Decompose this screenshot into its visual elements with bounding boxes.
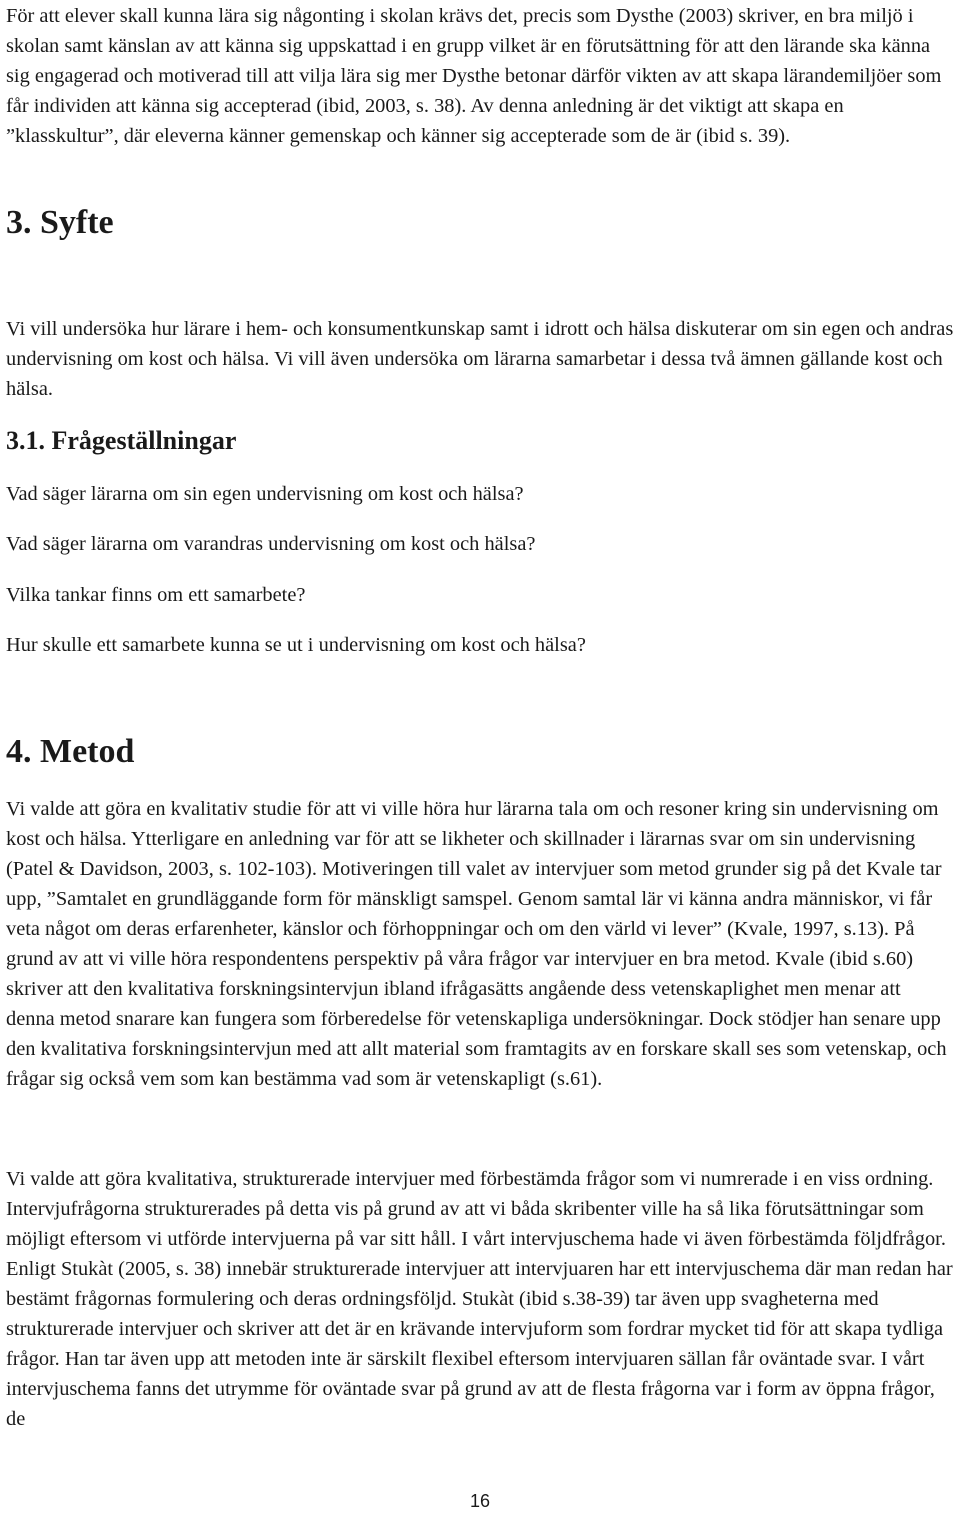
heading-syfte: 3. Syfte xyxy=(6,204,114,241)
syfte-paragraph: Vi vill undersöka hur lärare i hem- och konsumentkunskap samt i idrott och hälsa diskuterar om sin egen och andras undervisning om kost och hälsa. Vi vill även undersöka om lärarna samarbetar i dessa två ämnen gällande kost och hälsa. xyxy=(6,318,954,400)
heading-fragestallningar: 3.1. Frågeställningar xyxy=(6,426,237,455)
page-number: 16 xyxy=(469,1491,491,1511)
research-question: Vilka tankar finns om ett samarbete? xyxy=(6,584,306,606)
heading-metod: 4. Metod xyxy=(6,733,135,770)
intro-paragraph: För att elever skall kunna lära sig någonting i skolan krävs det, precis som Dysthe (2003) skriver, en bra miljö i skolan samt känslan av att känna sig uppskattad i en grupp vilket är en förutsättning för att den lärande ska känna sig engagerad och motiverad till att vilja lära sig mer Dysthe betonar därför vikten av att skapa lärandemiljöer som får individen att känna sig accepterad (ibid, 2003, s. 38). Av denna anledning är det viktigt att skapa en ”klasskultur”, där eleverna känner gemenskap och känner sig accepterade som de är (ibid s. 39). xyxy=(6,5,942,147)
metod-paragraph: Vi valde att göra en kvalitativ studie för att vi ville höra hur lärarna tala om och resoner kring sin undervisning om kost och hälsa. Ytterligare en anledning var för att se likheter och skillnader i lärarnas svar om sin undervisning (Patel & Davidson, 2003, s. 102-103). Motiveringen till valet av intervjuer som metod grunder sig på det Kvale tar upp, ”Samtalet en grundläggande form för mänskligt samspel. Genom samtal lär vi känna andra människor, vi får veta något om deras erfarenheter, känslor och förhoppningar och om den värld vi lever” (Kvale, 1997, s.13). På grund av att vi ville höra respondentens perspektiv på våra frågor var intervjuer en bra metod. Kvale (ibid s.60) skriver att den kvalitativa forskningsintervjun ibland ifrågasätts angående dess vetenskaplighet men menar att denna metod snarare kan fungera som förberedelse för vetenskapliga undersökningar. Dock stödjer han senare upp den kvalitativa forskningsintervjun med att allt material som framtagits av en forskare skall ses som vetenskap, och frågar sig också vem som kan bestämma vad som är vetenskapligt (s.61). xyxy=(6,798,947,1090)
research-question: Vad säger lärarna om varandras undervisning om kost och hälsa? xyxy=(6,533,536,555)
research-question: Vad säger lärarna om sin egen undervisning om kost och hälsa? xyxy=(6,483,524,505)
metod-paragraph: Vi valde att göra kvalitativa, strukturerade intervjuer med förbestämda frågor som vi numrerade i en viss ordning. Intervjufrågorna strukturerades på detta vis på grund av att vi båda skribenter ville ha så lika förutsättningar som möjligt eftersom vi utförde intervjuerna på var sitt håll. I vårt intervjuschema hade vi även förbestämda följdfrågor. Enligt Stukàt (2005, s. 38) innebär strukturerade intervjuer att intervjuaren har ett intervjuschema där man redan har bestämt frågornas formulering och deras ordningsföljd. Stukàt (ibid s.38-39) tar även upp svagheterna med strukturerade intervjuer och skriver att det är en krävande intervjuform som fordrar mycket tid för att skapa tydliga frågor. Han tar även upp att metoden inte är särskilt flexibel eftersom intervjuaren sällan får oväntade svar. I vårt intervjuschema fanns det utrymme för oväntade svar på grund av att de flesta frågorna var i form av öppna frågor, de xyxy=(6,1168,953,1430)
research-question: Hur skulle ett samarbete kunna se ut i undervisning om kost och hälsa? xyxy=(6,634,586,656)
